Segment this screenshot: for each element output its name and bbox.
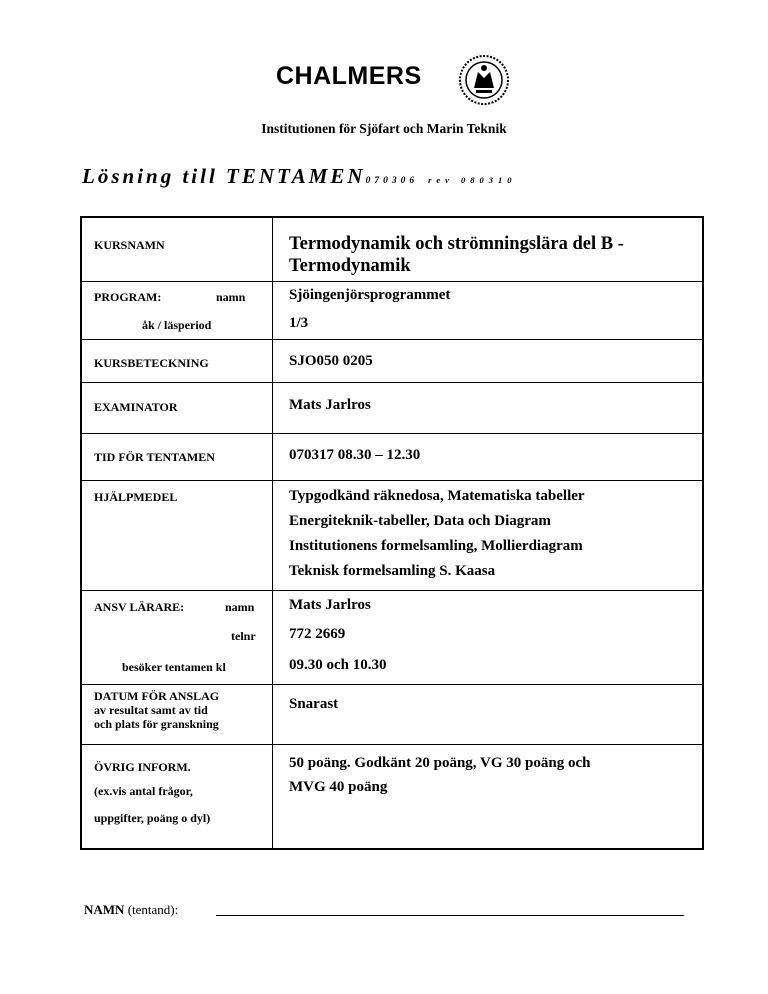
datum-value: Snarast — [289, 696, 339, 712]
row-divider — [82, 433, 702, 434]
name-signature-line[interactable] — [216, 915, 684, 916]
row-divider — [82, 382, 702, 383]
datum-label-line3: och plats för granskning — [94, 717, 219, 731]
hjalpmedel-item: Teknisk formelsamling S. Kaasa — [289, 563, 496, 579]
program-label: PROGRAM: — [94, 290, 162, 304]
row-divider — [82, 744, 702, 745]
row-divider — [82, 339, 702, 340]
row-divider — [82, 480, 702, 481]
ovrig-value-line2: MVG 40 poäng — [289, 779, 388, 795]
ovrig-label-line1: ÖVRIG INFORM. — [94, 760, 191, 774]
hjalpmedel-item: Institutionens formelsamling, Mollierdiagram — [289, 538, 583, 554]
kursnamn-value-line1: Termodynamik och strömningslära del B - — [289, 234, 624, 254]
name-label-bold: NAMN — [84, 902, 125, 917]
hjalpmedel-label: HJÄLPMEDEL — [94, 490, 178, 504]
besoker-label: besöker tentamen kl — [122, 660, 226, 674]
ak-lasperiod-label: åk / läsperiod — [142, 318, 212, 332]
ovrig-label-line2: (ex.vis antal frågor, — [94, 784, 193, 798]
ovrig-label-line3: uppgifter, poäng o dyl) — [94, 811, 211, 825]
ansv-larare-label: ANSV LÄRARE: — [94, 600, 185, 614]
hjalpmedel-item: Typgodkänd räknedosa, Matematiska tabeller — [289, 488, 585, 504]
ansv-namn-label: namn — [225, 600, 255, 614]
kursnamn-value-line2: Termodynamik — [289, 256, 411, 276]
row-divider — [82, 281, 702, 282]
kursnamn-label: KURSNAMN — [94, 238, 165, 252]
ansv-larare-value: Mats Jarlros — [289, 597, 371, 613]
program-value: Sjöingenjörsprogrammet — [289, 287, 451, 303]
chalmers-crest-icon — [458, 54, 510, 106]
logo-wordmark: CHALMERS — [276, 62, 422, 90]
examinator-value: Mats Jarlros — [289, 397, 371, 413]
institution-name: Institutionen för Sjöfart och Marin Teknik — [261, 121, 507, 136]
name-label-rest: (tentand): — [124, 902, 179, 917]
datum-label-line1: DATUM FÖR ANSLAG — [94, 689, 220, 703]
telnr-value: 772 2669 — [289, 626, 346, 642]
title-main: Lösning till TENTAMEN — [82, 164, 366, 188]
examinator-label: EXAMINATOR — [94, 400, 178, 414]
row-divider — [82, 684, 702, 685]
title-code: 070306 — [365, 176, 419, 186]
name-field-label — [84, 902, 178, 918]
program-namn-label: namn — [216, 290, 246, 304]
row-divider — [82, 590, 702, 591]
document-title — [82, 164, 517, 189]
telnr-label: telnr — [231, 629, 256, 643]
column-divider — [272, 218, 273, 848]
kursbeteckning-label: KURSBETECKNING — [94, 356, 209, 370]
ak-lasperiod-value: 1/3 — [289, 315, 309, 331]
hjalpmedel-item: Energiteknik-tabeller, Data och Diagram — [289, 513, 551, 529]
chalmers-logo — [270, 54, 510, 106]
datum-label-line2: av resultat samt av tid — [94, 703, 208, 717]
title-revision: rev 080310 — [428, 175, 517, 185]
ovrig-value-line1: 50 poäng. Godkänt 20 poäng, VG 30 poäng och — [289, 755, 591, 771]
kursbeteckning-value: SJO050 0205 — [289, 353, 373, 369]
tid-value: 070317 08.30 – 12.30 — [289, 447, 421, 463]
tid-label: TID FÖR TENTAMEN — [94, 450, 215, 464]
besoker-value: 09.30 och 10.30 — [289, 657, 387, 673]
exam-info-table — [80, 216, 704, 850]
